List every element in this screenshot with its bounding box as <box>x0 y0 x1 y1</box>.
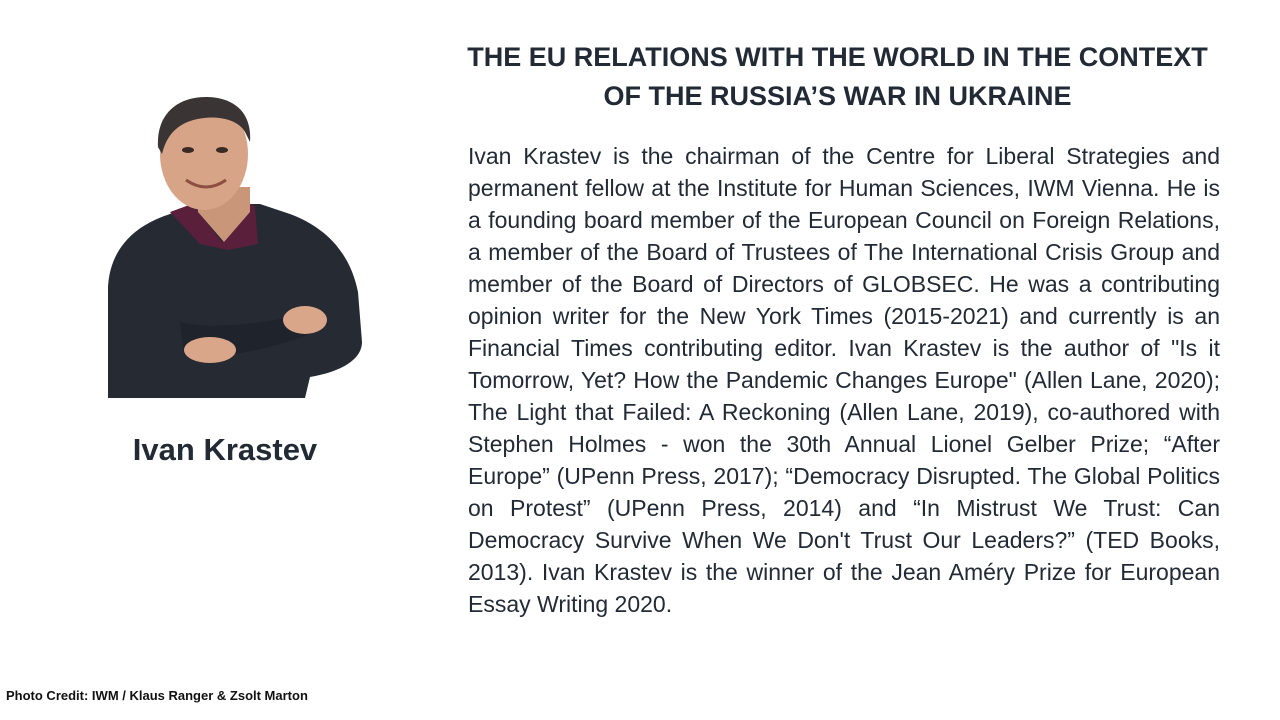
slide-title-line-1: THE EU RELATIONS WITH THE WORLD IN THE CONTEXT <box>467 42 1208 72</box>
speaker-photo <box>100 92 370 398</box>
slide-title <box>440 38 1235 116</box>
speaker-bio: Ivan Krastev is the chairman of the Centre for Liberal Strategies and permanent fellow at the Institute for Human Sciences, IWM Vienna. He is a founding board member of the European Council on Foreign Relations, a member of the Board of Trustees of The International Crisis Group and member of the Board of Directors of GLOBSEC. He was a contributing opinion writer for the New York Times (2015-2021) and currently is an Financial Times contributing editor. Ivan Krastev is the author of "Is it Tomorrow, Yet? How the Pandemic Changes Europe" (Allen Lane, 2020); The Light that Failed: A Reckoning (Allen Lane, 2019), co-authored with Stephen Holmes - won the 30th Annual Lionel Gelber Prize; “After Europe” (UPenn Press, 2017); “Democracy Disrupted. The Global Politics on Protest” (UPenn Press, 2014) and “In Mistrust We Trust: Can Democracy Survive When We Don't Trust Our Leaders?” (TED Books, 2013). Ivan Krastev is the winner of the Jean Améry Prize for European Essay Writing 2020. <box>468 143 1220 617</box>
photo-credit: Photo Credit: IWM / Klaus Ranger & Zsolt Marton <box>6 688 308 703</box>
slide-title-line-2: OF THE RUSSIA’S WAR IN UKRAINE <box>603 81 1072 111</box>
speaker-name: Ivan Krastev <box>132 432 318 467</box>
